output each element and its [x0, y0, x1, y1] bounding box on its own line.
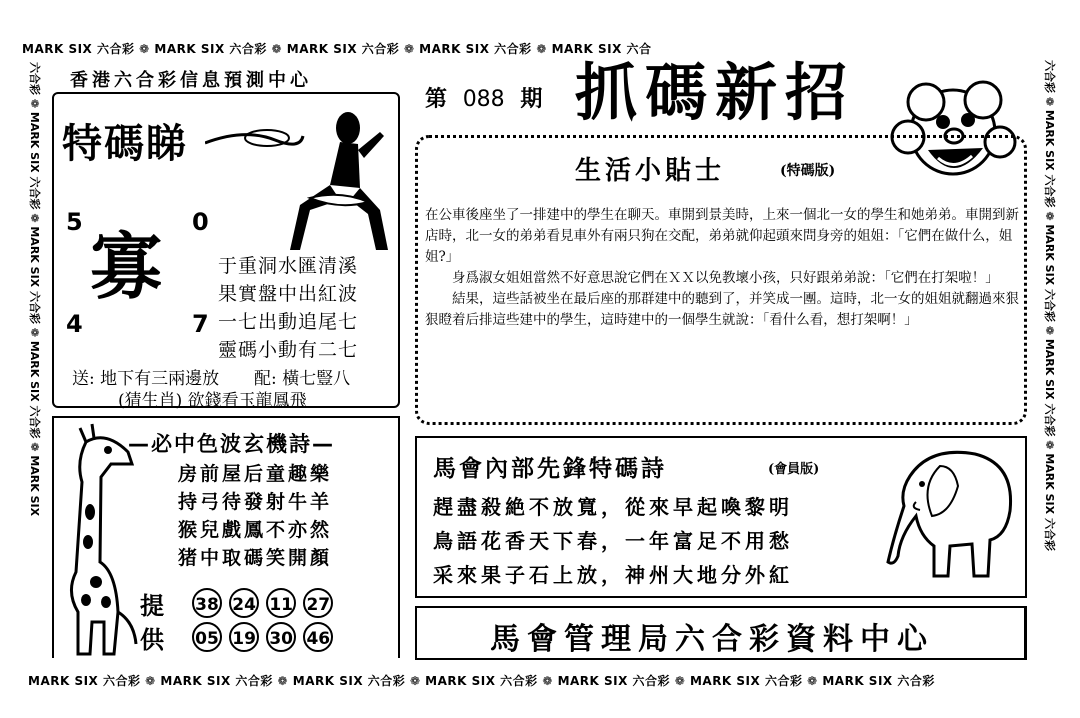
number-ball: 19 [229, 622, 259, 652]
number-ball: 27 [303, 588, 333, 618]
special-line-3: 一七出動追尾七 [218, 311, 359, 333]
match-label: 配: [253, 369, 277, 389]
special-line-1: 于重洞水匯清溪 [218, 255, 359, 277]
tigong-label-1: 提 [140, 592, 164, 620]
send-label: 送: [72, 369, 95, 389]
poem-title: —必中色波玄機詩— [128, 432, 335, 456]
tips-story [425, 205, 1019, 331]
zodiac-label: (猜生肖) [118, 391, 183, 411]
tips-paragraph-2: 身爲淑女姐姐當然不好意思說它們在ＸＸ以免教壞小孩，只好跟弟弟說：「它們在打架啦！」 [452, 270, 999, 286]
issue-suffix: 期 [520, 87, 543, 112]
number-ball: 30 [266, 622, 296, 652]
poem-line-3: 猴兒戲鳳不亦然 [178, 519, 333, 541]
number-ball: 24 [229, 588, 259, 618]
poem-line-4: 猪中取碼笑開顏 [178, 547, 333, 569]
tips-subtitle: (特碼版) [780, 163, 836, 179]
woman-figure-icon [280, 110, 395, 260]
tips-title: 生活小貼士 [575, 156, 726, 186]
number-ball: 38 [192, 588, 222, 618]
big-character: 寡 [90, 225, 163, 309]
poem-line-1: 房前屋后童趣樂 [178, 463, 333, 485]
issue-label [425, 82, 542, 113]
horse-poem-line-2: 鳥語花香天下春，一年富足不用愁 [433, 529, 793, 553]
footer-banner: 馬會管理局六合彩資料中心 [490, 622, 934, 657]
border-left: 六合彩 ❁ MARK SIX 六合彩 ❁ MARK SIX 六合彩 ❁ MARK SIX 六合彩 ❁ MARK SIX [28, 62, 41, 517]
border-right: 六合彩 ❁ MARK SIX 六合彩 ❁ MARK SIX 六合彩 ❁ MARK SIX 六合彩 ❁ MARK SIX 六合彩 [1043, 60, 1056, 551]
border-bottom: MARK SIX 六合彩 ❁ MARK SIX 六合彩 ❁ MARK SIX 六合彩 ❁ MARK SIX 六合彩 ❁ MARK SIX 六合彩 ❁ MARK SIX 六合彩 ❁ MARK SIX 六合彩 [28, 674, 935, 688]
horse-poem-subtitle: (會員版) [768, 462, 820, 477]
giraffe-icon [56, 422, 146, 657]
tigong-label-2: 供 [140, 626, 164, 654]
border-top: MARK SIX 六合彩 ❁ MARK SIX 六合彩 ❁ MARK SIX 六合彩 ❁ MARK SIX 六合彩 ❁ MARK SIX 六合 [22, 42, 652, 56]
special-number-1: 5 [66, 208, 83, 236]
horse-poem-line-3: 采來果子石上放，神州大地分外紅 [433, 563, 793, 587]
issue-number: 088 [462, 87, 505, 112]
zodiac-row [118, 386, 307, 411]
special-line-2: 果實盤中出紅波 [218, 283, 359, 305]
send-text: 地下有三兩邊放 [100, 369, 220, 389]
tips-paragraph-1: 在公車後座坐了一排建中的學生在聊天。車開到景美時，上來一個北一女的學生和她弟弟。車開到新店時，北一女的弟弟看見車外有兩只狗在交配，弟弟就仰起頭來問身旁的姐姐：「它們在做什么，姐姐?」 [425, 207, 1019, 265]
special-box-title: 特碼睇 [62, 121, 188, 167]
match-text: 橫七豎八 [282, 369, 351, 389]
number-ball: 46 [303, 622, 333, 652]
special-lines [218, 252, 358, 364]
tips-paragraph-3: 結果，這些話被坐在最后座的那群建中的聽到了，并笑成一團。這時，北一女的姐姐就翻過來狠狠瞪着后排這些建中的學生，這時建中的一個學生就說：「看什么看，想打架啊！」 [425, 291, 1019, 328]
org-name: 香港六合彩信息預測中心 [70, 70, 312, 91]
horse-poem-line-1: 趕盡殺絶不放寬，從來早起喚黎明 [433, 495, 793, 519]
special-number-3: 4 [66, 310, 83, 338]
number-ball: 05 [192, 622, 222, 652]
poem-lines [178, 460, 332, 572]
special-number-4: 7 [192, 310, 209, 338]
issue-prefix: 第 [425, 87, 448, 112]
number-row-1 [192, 588, 335, 618]
poem-line-2: 持弓待發射牛羊 [178, 491, 333, 513]
horse-poem-lines [433, 490, 793, 592]
zodiac-text: 欲錢看玉龍鳳飛 [187, 391, 307, 411]
number-ball: 11 [266, 588, 296, 618]
special-number-2: 0 [192, 208, 209, 236]
main-title: 抓碼新招 [575, 56, 856, 129]
elephant-icon [880, 436, 1020, 586]
number-row-2 [192, 622, 335, 652]
special-line-4: 靈碼小動有二七 [218, 339, 359, 361]
horse-poem-title: 馬會內部先鋒特碼詩 [433, 456, 667, 482]
